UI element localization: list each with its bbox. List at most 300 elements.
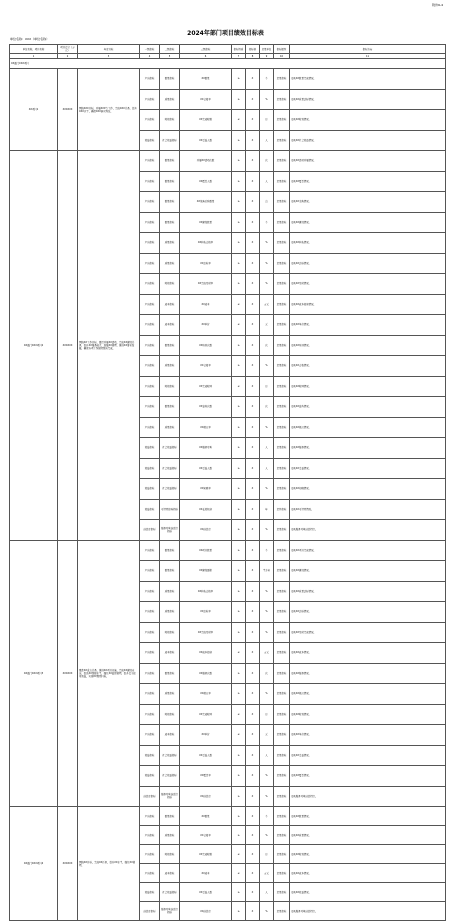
- indicator-direction: 反映XX时效情况。: [290, 110, 446, 131]
- level3-indicator: XX完成时间: [180, 704, 232, 725]
- indicator-value: X: [246, 376, 260, 397]
- level3-indicator: XX满意度: [180, 786, 232, 807]
- level2-indicator: 服务对象满意度指标: [160, 520, 180, 541]
- level1-indicator: 产出指标: [140, 397, 160, 418]
- column-header: 指标值: [246, 45, 260, 54]
- indicator-value: X: [246, 845, 260, 864]
- measure-unit: 人: [260, 745, 274, 766]
- level2-indicator: 质量指标: [160, 684, 180, 705]
- level1-indicator: 产出指标: [140, 356, 160, 377]
- level2-indicator: 社会效益指标: [160, 130, 180, 151]
- indicator-direction: 反映XX验收情况。: [290, 233, 446, 254]
- measure-unit: %: [260, 826, 274, 845]
- measure-unit: %: [260, 602, 274, 623]
- indicator-nature: ≥: [232, 253, 246, 274]
- column-header: 指标方向: [290, 45, 446, 54]
- measure-unit: 人: [260, 883, 274, 902]
- column-index: 4: [140, 54, 160, 59]
- level3-indicator: XX合格率: [180, 826, 232, 845]
- indicator-value: X: [246, 356, 260, 377]
- indicator-nature: ≥: [232, 69, 246, 90]
- indicator-nature: ≥: [232, 356, 246, 377]
- indicator-direction: 反映XX服务情况。: [290, 663, 446, 684]
- column-header: 年度目标: [78, 45, 140, 54]
- level3-indicator: XX知晓率: [180, 479, 232, 500]
- measure-unit: 人: [260, 130, 274, 151]
- indicator-nature: ≤: [232, 845, 246, 864]
- level2-indicator: 质量指标: [160, 602, 180, 623]
- level3-indicator: XX完成及时率: [180, 274, 232, 295]
- project-name: XX部门XXX项目4: [10, 807, 58, 921]
- measure-unit: %: [260, 684, 274, 705]
- indicator-direction: 反映XX质量情况。: [290, 826, 446, 845]
- indicator-nature: ≥: [232, 786, 246, 807]
- measure-unit: 人: [260, 438, 274, 459]
- indicator-direction: 反映XX受益情况。: [290, 458, 446, 479]
- indicator-attribute: 定量指标: [274, 902, 290, 921]
- indicator-value: X: [246, 704, 260, 725]
- level2-indicator: 可持续影响指标: [160, 499, 180, 520]
- indicator-value: X: [246, 602, 260, 623]
- column-index: 3: [78, 54, 140, 59]
- project-funds: XXXXXX: [58, 151, 78, 541]
- indicator-value: X: [246, 622, 260, 643]
- indicator-direction: 反映XX受益情况。: [290, 745, 446, 766]
- project-funds: XXXXXX: [58, 540, 78, 807]
- indicator-value: X: [246, 786, 260, 807]
- indicator-attribute: 定量指标: [274, 130, 290, 151]
- indicator-nature: ≤: [232, 294, 246, 315]
- indicator-direction: 反映XX质量达标情况。: [290, 89, 446, 110]
- performance-table: [9, 44, 446, 921]
- level3-indicator: XX规范率: [180, 417, 232, 438]
- level2-indicator: 质量指标: [160, 356, 180, 377]
- indicator-direction: 反映XX建设情况。: [290, 561, 446, 582]
- indicator-nature: ≥: [232, 192, 246, 213]
- level3-indicator: XX受益人数: [180, 130, 232, 151]
- indicator-nature: ≥: [232, 171, 246, 192]
- indicator-direction: 反映XX培训情况。: [290, 335, 446, 356]
- level3-indicator: XX成本: [180, 294, 232, 315]
- level2-indicator: 成本指标: [160, 294, 180, 315]
- indicator-attribute: 定量指标: [274, 725, 290, 746]
- level3-indicator: XX完成时间: [180, 376, 232, 397]
- measure-unit: %: [260, 520, 274, 541]
- level1-indicator: 产出指标: [140, 274, 160, 295]
- level1-indicator: 效益指标: [140, 883, 160, 902]
- level1-indicator: 产出指标: [140, 622, 160, 643]
- header-row: [10, 45, 446, 54]
- indicator-attribute: 定量指标: [274, 171, 290, 192]
- indicator-nature: ≥: [232, 438, 246, 459]
- indicator-direction: 反映XX时效情况。: [290, 704, 446, 725]
- level1-indicator: 产出指标: [140, 253, 160, 274]
- level1-indicator: 产出指标: [140, 826, 160, 845]
- indicator-attribute: 定量指标: [274, 212, 290, 233]
- indicator-nature: ≥: [232, 417, 246, 438]
- level3-indicator: XX单价: [180, 725, 232, 746]
- level2-indicator: 社会效益指标: [160, 745, 180, 766]
- indicator-value: X: [246, 212, 260, 233]
- level1-indicator: 产出指标: [140, 663, 160, 684]
- indicator-value: X: [246, 561, 260, 582]
- indicator-attribute: 定量指标: [274, 745, 290, 766]
- indicator-row: [10, 540, 446, 561]
- indicator-value: X: [246, 233, 260, 254]
- measure-unit: 万元: [260, 864, 274, 883]
- level1-indicator: 效益指标: [140, 438, 160, 459]
- indicator-value: X: [246, 725, 260, 746]
- project-name: XX部门XXX项目3: [10, 540, 58, 807]
- level2-indicator: 数量指标: [160, 397, 180, 418]
- level1-indicator: 产出指标: [140, 540, 160, 561]
- indicator-value: X: [246, 458, 260, 479]
- indicator-value: X: [246, 192, 260, 213]
- column-index: 8: [246, 54, 260, 59]
- indicator-value: X: [246, 864, 260, 883]
- indicator-attribute: 定量指标: [274, 89, 290, 110]
- indicator-direction: 反映XX活动开展情况。: [290, 151, 446, 172]
- indicator-direction: 反映XX建设情况。: [290, 212, 446, 233]
- level1-indicator: 产出指标: [140, 845, 160, 864]
- level1-indicator: 产出指标: [140, 704, 160, 725]
- level3-indicator: XX满意度: [180, 520, 232, 541]
- level3-indicator: XX完成及时率: [180, 622, 232, 643]
- measure-unit: 台: [260, 192, 274, 213]
- level1-indicator: 产出指标: [140, 417, 160, 438]
- measure-unit: 个: [260, 212, 274, 233]
- indicator-nature: ≥: [232, 826, 246, 845]
- measure-unit: 次: [260, 663, 274, 684]
- indicator-direction: 反映XX效益情况。: [290, 883, 446, 902]
- measure-unit: %: [260, 902, 274, 921]
- indicator-nature: ≥: [232, 663, 246, 684]
- indicator-attribute: 定量指标: [274, 864, 290, 883]
- column-index: 1: [10, 54, 58, 59]
- level2-indicator: 社会效益指标: [160, 458, 180, 479]
- level2-indicator: 数量指标: [160, 540, 180, 561]
- indicator-direction: 反映XX时效情况。: [290, 845, 446, 864]
- indicator-attribute: 定量指标: [274, 479, 290, 500]
- level2-indicator: 质量指标: [160, 89, 180, 110]
- indicator-direction: 反映XX成本情况。: [290, 864, 446, 883]
- indicator-attribute: 定量指标: [274, 417, 290, 438]
- level2-indicator: 质量指标: [160, 417, 180, 438]
- level2-indicator: 成本指标: [160, 315, 180, 336]
- level1-indicator: 产出指标: [140, 110, 160, 131]
- level2-indicator: 数量指标: [160, 192, 180, 213]
- level1-indicator: 满意度指标: [140, 786, 160, 807]
- section-row: [10, 59, 446, 69]
- indicator-direction: 反映服务对象满意程度。: [290, 520, 446, 541]
- indicator-value: X: [246, 151, 260, 172]
- level1-indicator: 效益指标: [140, 479, 160, 500]
- level2-indicator: 数量指标: [160, 212, 180, 233]
- indicator-attribute: 定量指标: [274, 294, 290, 315]
- column-header: 二级指标: [160, 45, 180, 54]
- level1-indicator: 产出指标: [140, 233, 160, 254]
- measure-unit: 次: [260, 151, 274, 172]
- measure-unit: 次: [260, 397, 274, 418]
- level1-indicator: 产出指标: [140, 335, 160, 356]
- indicator-attribute: 定量指标: [274, 622, 290, 643]
- level3-indicator: XX规范率: [180, 684, 232, 705]
- indicator-nature: ≥: [232, 807, 246, 826]
- project-name: XX部门XXX项目2: [10, 151, 58, 541]
- level1-indicator: 产出指标: [140, 315, 160, 336]
- level2-indicator: 成本指标: [160, 725, 180, 746]
- column-index: 10: [274, 54, 290, 59]
- indicator-direction: 反映服务对象满意程度。: [290, 786, 446, 807]
- level2-indicator: 质量指标: [160, 233, 180, 254]
- column-header: 单位名称、项目名称: [10, 45, 58, 54]
- indicator-value: X: [246, 69, 260, 90]
- level2-indicator: 数量指标: [160, 807, 180, 826]
- indicator-attribute: 定量指标: [274, 883, 290, 902]
- level3-indicator: XX成本: [180, 864, 232, 883]
- level1-indicator: 效益指标: [140, 458, 160, 479]
- level2-indicator: 数量指标: [160, 171, 180, 192]
- indicator-value: X: [246, 745, 260, 766]
- column-index: 9: [260, 54, 274, 59]
- indicator-value: X: [246, 581, 260, 602]
- level1-indicator: 效益指标: [140, 766, 160, 787]
- indicator-value: X: [246, 130, 260, 151]
- level3-indicator: 开展XX活动次数: [180, 151, 232, 172]
- measure-unit: %: [260, 417, 274, 438]
- indicator-nature: ≥: [232, 335, 246, 356]
- indicator-attribute: 定量指标: [274, 663, 290, 684]
- indicator-value: X: [246, 171, 260, 192]
- indicator-value: X: [246, 520, 260, 541]
- indicator-nature: ≥: [232, 902, 246, 921]
- level1-indicator: 效益指标: [140, 745, 160, 766]
- indicator-attribute: 定量指标: [274, 561, 290, 582]
- level1-indicator: 产出指标: [140, 864, 160, 883]
- level2-indicator: 时效指标: [160, 845, 180, 864]
- indicator-value: X: [246, 883, 260, 902]
- indicator-value: X: [246, 438, 260, 459]
- level3-indicator: XX达标率: [180, 602, 232, 623]
- indicator-attribute: 定量指标: [274, 826, 290, 845]
- column-header: 指标性质: [232, 45, 246, 54]
- measure-unit: 个: [260, 69, 274, 90]
- indicator-direction: 反映XX数量完成情况。: [290, 69, 446, 90]
- indicator-value: X: [246, 540, 260, 561]
- level1-indicator: 产出指标: [140, 725, 160, 746]
- indicator-attribute: 定量指标: [274, 602, 290, 623]
- indicator-value: X: [246, 479, 260, 500]
- indicator-nature: ≤: [232, 110, 246, 131]
- annual-goal: 围绕XX目标，完成XX任务，提升XX水平，强化XX管理。: [78, 807, 140, 921]
- indicator-nature: ≥: [232, 684, 246, 705]
- indicator-attribute: 定量指标: [274, 643, 290, 664]
- indicator-direction: 反映XX达标情况。: [290, 602, 446, 623]
- indicator-direction: 反映服务对象满意程度。: [290, 902, 446, 921]
- level1-indicator: 产出指标: [140, 89, 160, 110]
- indicator-direction: 反映XX知晓情况。: [290, 479, 446, 500]
- level2-indicator: 时效指标: [160, 110, 180, 131]
- level3-indicator: XX建设面积: [180, 561, 232, 582]
- level3-indicator: XX数量: [180, 69, 232, 90]
- indicator-attribute: 定性指标: [274, 499, 290, 520]
- level1-indicator: 产出指标: [140, 212, 160, 233]
- level1-indicator: 产出指标: [140, 602, 160, 623]
- indicator-row: [10, 807, 446, 826]
- measure-unit: 年: [260, 499, 274, 520]
- indicator-value: X: [246, 417, 260, 438]
- measure-unit: 月: [260, 845, 274, 864]
- indicator-nature: ≥: [232, 458, 246, 479]
- indicator-direction: 反映XX可持续情况。: [290, 499, 446, 520]
- level1-indicator: 产出指标: [140, 376, 160, 397]
- indicator-nature: ≤: [232, 864, 246, 883]
- indicator-nature: ≥: [232, 499, 246, 520]
- annual-goal: 聚焦XX重点任务，推进XX项目实施，完成XX建设内容，提高XX保障水平，强化XX监督管理，提升资金使用效益，实现XX预期目标。: [78, 540, 140, 807]
- level1-indicator: 产出指标: [140, 684, 160, 705]
- indicator-nature: ≤: [232, 376, 246, 397]
- measure-unit: %: [260, 253, 274, 274]
- indicator-direction: 反映XX单价情况。: [290, 315, 446, 336]
- indicator-nature: ≤: [232, 643, 246, 664]
- project-funds: XXXXXX: [58, 807, 78, 921]
- level2-indicator: 服务对象满意度指标: [160, 786, 180, 807]
- level3-indicator: XX验收合格率: [180, 581, 232, 602]
- indicator-attribute: 定量指标: [274, 520, 290, 541]
- indicator-attribute: 定量指标: [274, 315, 290, 336]
- level3-indicator: XX设备采购数量: [180, 192, 232, 213]
- indicator-value: X: [246, 766, 260, 787]
- level2-indicator: 时效指标: [160, 274, 180, 295]
- indicator-attribute: 定量指标: [274, 540, 290, 561]
- measure-unit: %: [260, 479, 274, 500]
- unit-name: 单位名称：XXX（单位名称）: [10, 37, 50, 41]
- indicator-nature: ≥: [232, 766, 246, 787]
- annual-goal: 围绕XXX目标，开展XXX等工作，完成XXX任务，提升XXX水平，确保XXX落实到位。: [78, 69, 140, 151]
- indicator-value: X: [246, 684, 260, 705]
- level3-indicator: XX项目数量: [180, 540, 232, 561]
- indicator-value: X: [246, 663, 260, 684]
- level3-indicator: XX单价: [180, 315, 232, 336]
- level2-indicator: 社会效益指标: [160, 438, 180, 459]
- indicator-attribute: 定量指标: [274, 397, 290, 418]
- indicator-nature: ≤: [232, 315, 246, 336]
- measure-unit: 人: [260, 458, 274, 479]
- measure-unit: %: [260, 581, 274, 602]
- level3-indicator: XX受益人数: [180, 745, 232, 766]
- level2-indicator: 服务对象满意度指标: [160, 902, 180, 921]
- indicator-attribute: 定量指标: [274, 807, 290, 826]
- indicator-attribute: 定量指标: [274, 438, 290, 459]
- indicator-attribute: 定量指标: [274, 845, 290, 864]
- indicator-direction: 反映XX质量达标情况。: [290, 581, 446, 602]
- column-header: 一级指标: [140, 45, 160, 54]
- level3-indicator: XX合格率: [180, 356, 232, 377]
- measure-unit: %: [260, 356, 274, 377]
- level2-indicator: 质量指标: [160, 581, 180, 602]
- indicator-nature: ≤: [232, 704, 246, 725]
- indicator-nature: ≥: [232, 540, 246, 561]
- indicator-direction: 反映XX规范情况。: [290, 684, 446, 705]
- level3-indicator: XX长效机制: [180, 499, 232, 520]
- indicator-attribute: 定量指标: [274, 274, 290, 295]
- indicator-direction: 反映XX服务情况。: [290, 438, 446, 459]
- indicator-direction: 反映XX及时完成情况。: [290, 622, 446, 643]
- indicator-value: X: [246, 335, 260, 356]
- level2-indicator: 数量指标: [160, 561, 180, 582]
- indicator-attribute: 定量指标: [274, 786, 290, 807]
- indicator-value: X: [246, 499, 260, 520]
- indicator-attribute: 定量指标: [274, 110, 290, 131]
- indicator-direction: 反映XX成本情况。: [290, 643, 446, 664]
- measure-unit: 平方米: [260, 561, 274, 582]
- level1-indicator: 产出指标: [140, 151, 160, 172]
- measure-unit: 元: [260, 315, 274, 336]
- indicator-value: X: [246, 826, 260, 845]
- indicator-value: X: [246, 274, 260, 295]
- level1-indicator: 产出指标: [140, 643, 160, 664]
- indicator-attribute: 定量指标: [274, 684, 290, 705]
- level3-indicator: XX数量: [180, 807, 232, 826]
- indicator-direction: 反映XX时间情况。: [290, 376, 446, 397]
- indicator-attribute: 定量指标: [274, 69, 290, 90]
- level3-indicator: XX成本控制: [180, 643, 232, 664]
- indicator-attribute: 定量指标: [274, 151, 290, 172]
- measure-unit: 月: [260, 704, 274, 725]
- indicator-attribute: 定量指标: [274, 766, 290, 787]
- indicator-direction: 反映XX及时情况。: [290, 274, 446, 295]
- column-index: 5: [160, 54, 180, 59]
- column-index: 11: [290, 54, 446, 59]
- measure-unit: 万元: [260, 294, 274, 315]
- level3-indicator: XX受益人数: [180, 883, 232, 902]
- level3-indicator: XX宣传次数: [180, 397, 232, 418]
- indicator-nature: ≥: [232, 233, 246, 254]
- indicator-direction: 反映XX达标情况。: [290, 253, 446, 274]
- level1-indicator: 产出指标: [140, 581, 160, 602]
- level2-indicator: 社会效益指标: [160, 883, 180, 902]
- indicator-nature: ≥: [232, 581, 246, 602]
- measure-unit: %: [260, 622, 274, 643]
- level3-indicator: XX建设数量: [180, 212, 232, 233]
- level2-indicator: 社会效益指标: [160, 479, 180, 500]
- level1-indicator: 效益指标: [140, 130, 160, 151]
- indicator-direction: 反映XX社会效益情况。: [290, 130, 446, 151]
- measure-unit: 个: [260, 807, 274, 826]
- level3-indicator: XX培训次数: [180, 335, 232, 356]
- indicator-nature: ≥: [232, 212, 246, 233]
- level3-indicator: XX完成时限: [180, 845, 232, 864]
- level3-indicator: XX满意度: [180, 902, 232, 921]
- indicator-value: X: [246, 294, 260, 315]
- indicator-nature: ≥: [232, 130, 246, 151]
- indicator-direction: 反映XX单价情况。: [290, 725, 446, 746]
- indicator-nature: ≥: [232, 883, 246, 902]
- indicator-attribute: 定量指标: [274, 376, 290, 397]
- indicator-value: X: [246, 253, 260, 274]
- project-name: XX项目1: [10, 69, 58, 151]
- level3-indicator: XX验收合格率: [180, 233, 232, 254]
- project-funds: XXXXXX: [58, 69, 78, 151]
- indicator-direction: 反映XX数量情况。: [290, 807, 446, 826]
- indicator-direction: 反映XX覆盖情况。: [290, 766, 446, 787]
- level1-indicator: 产出指标: [140, 807, 160, 826]
- indicator-direction: 反映XX规范情况。: [290, 417, 446, 438]
- indicator-attribute: 定量指标: [274, 458, 290, 479]
- measure-unit: %: [260, 233, 274, 254]
- measure-unit: 次: [260, 335, 274, 356]
- level2-indicator: 成本指标: [160, 643, 180, 664]
